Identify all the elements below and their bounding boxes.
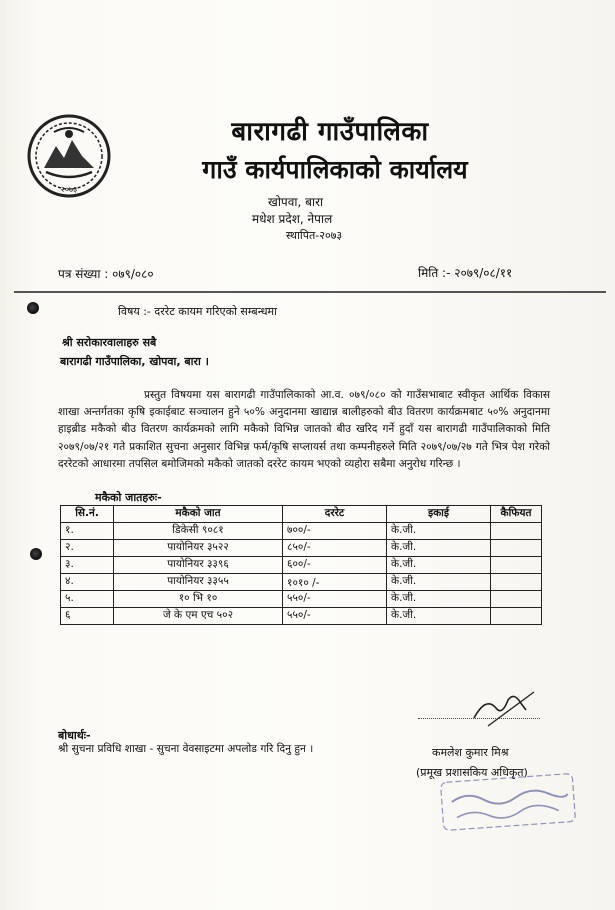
maize-varieties-label: मकैको जातहरुः- <box>95 491 162 504</box>
reference-number: पत्र संख्या : ०७९/०८० <box>58 267 154 281</box>
official-stamp-icon <box>436 767 580 837</box>
cell-variety: पायोनियर ३३९६ <box>114 557 283 574</box>
municipality-name: बारागढी गाउँपालिका <box>231 117 429 147</box>
cc-line: श्री सुचना प्रविधि शाखा - सुचना वेवसाइटमा अपलोड गरि दिनु हुन । <box>58 743 314 755</box>
header-divider <box>14 291 606 293</box>
cell-sn: ५. <box>61 591 114 608</box>
cell-remarks <box>491 591 542 608</box>
address-line-1: खोपवा, बारा <box>268 195 324 209</box>
office-name: गाउँ कार्यपालिकाको कार्यालय <box>202 155 468 184</box>
table-header-row <box>61 506 542 523</box>
signature-icon <box>468 688 546 728</box>
cell-unit: के.जी. <box>387 557 491 574</box>
table-row <box>61 608 542 625</box>
recipient-line-2: बारागढी गाउँपालिका, खोपवा, बारा । <box>60 355 209 368</box>
cell-rate: १०१० /- <box>283 574 387 591</box>
cell-remarks <box>491 574 542 591</box>
cell-sn: २. <box>61 540 114 557</box>
letter-body: प्रस्तुत विषयमा यस बारागढी गाउँपालिकाको आ.व. ०७९/०८० को गाउँसभाबाट स्वीकृत आर्थिक विकास शाखा अन्तर्गतका कृषि इकाईबाट सञ्चालन हुने ५०% अनुदानमा खाद्यान्न बालीहरुको बीउ वितरण कार्यक्रमबाट ५०% अनुदानमा हाइब्रीड मकैको बीउ वितरण कार्यक्रमको लागि मकैको विभिन्न जातको बीउ खरिद गर्ने हुदाँ यस बारागढी गाउँपालिकाको मिति २०७९/०७/२१ गते प्रकाशित सुचना अनुसार विभिन्न फर्म/कृषि सप्लायर्स तथा कम्पनीहरुले मिति २०७९/०७/२७ गते भित्र पेश गरेको दररेटको आधारमा तपसिल बमोजिमको मकैको जातको दररेट कायम भएको व्यहोरा सबैमा अनुरोध गरिन्छ । <box>58 389 550 470</box>
cell-remarks <box>491 523 542 540</box>
letter-subject: विषय :- दररेट कायम गरिएको सम्बन्धमा <box>118 305 277 318</box>
established-year: स्थापित-२०७३ <box>286 229 343 242</box>
cell-variety: १० भि १० <box>114 591 283 608</box>
punch-hole-icon <box>27 302 39 314</box>
cell-variety: पायोनियर ३५२२ <box>114 540 283 557</box>
cell-rate: ६००/- <box>283 557 387 574</box>
cell-sn: ३. <box>61 557 114 574</box>
table-row <box>61 591 542 608</box>
cell-rate: ५५०/- <box>283 591 387 608</box>
table-row <box>61 574 542 591</box>
table-row <box>61 540 542 557</box>
cell-variety: पायोनियर ३३५५ <box>114 574 283 591</box>
col-header-unit: इकाई <box>387 506 491 523</box>
rate-table <box>60 505 542 625</box>
cell-sn: १. <box>61 523 114 540</box>
signatory-designation: (प्रमूख प्रशासकिय अधिकृत) <box>416 766 528 779</box>
cell-sn: ४. <box>61 574 114 591</box>
cell-remarks <box>491 540 542 557</box>
recipient-line-1: श्री सरोकारवालाहरु सबै <box>62 336 157 349</box>
col-header-variety: मकैको जात <box>114 506 283 523</box>
signatory-name: कमलेश कुमार मिश्र <box>432 746 509 759</box>
emblem-year: २०७३ <box>60 185 78 194</box>
table-row <box>61 557 542 574</box>
address-line-2: मधेश प्रदेश, नेपाल <box>252 212 333 226</box>
table-row <box>61 523 542 540</box>
cell-remarks <box>491 608 542 625</box>
cell-unit: के.जी. <box>387 540 491 557</box>
cell-unit: के.जी. <box>387 608 491 625</box>
cell-unit: के.जी. <box>387 591 491 608</box>
cc-label: बोधार्थः- <box>58 729 91 742</box>
signature-line <box>418 718 540 719</box>
cell-variety: डिकेसी ९०८१ <box>114 523 283 540</box>
punch-hole-icon <box>30 548 42 560</box>
col-header-rate: दररेट <box>283 506 387 523</box>
col-header-sn: सि.नं. <box>61 506 114 523</box>
cell-rate: ५५०/- <box>283 608 387 625</box>
cell-variety: जे के एम एच ५०२ <box>114 608 283 625</box>
cell-sn: ६ <box>61 608 114 625</box>
cell-rate: ८५०/- <box>283 540 387 557</box>
cell-unit: के.जी. <box>387 574 491 591</box>
cell-unit: के.जी. <box>387 523 491 540</box>
cell-rate: ७००/- <box>283 523 387 540</box>
cell-remarks <box>491 557 542 574</box>
col-header-remarks: कैफियत <box>491 506 542 523</box>
letter-date: मिति :- २०७९/०८/११ <box>418 266 513 280</box>
